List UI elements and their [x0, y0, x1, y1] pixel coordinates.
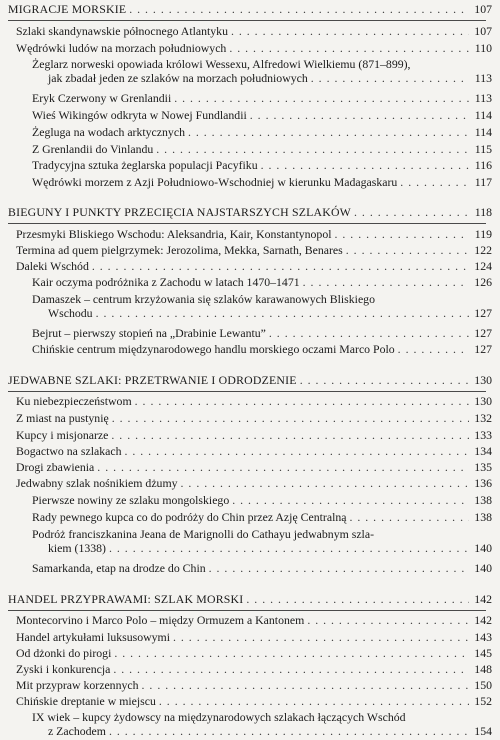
- leader-dots: [159, 694, 469, 708]
- toc-entry: [32, 175, 492, 189]
- entry-title: Termina ad quem pielgrzymek: Jerozolima, Mekka, Sarnath, Benares: [16, 243, 343, 257]
- leader-dots: [349, 510, 469, 524]
- entry-title: Żegluga na wodach arktycznych: [32, 125, 185, 139]
- entry-title: Wędrówki morzem z Azji Południowo-Wschodniej w kierunku Madagaskaru: [32, 175, 398, 189]
- entry-title: Damaszek – centrum krzyżowania się szlaków karawanowych Bliskiego: [32, 292, 375, 306]
- toc-entry: [16, 394, 492, 408]
- entry-title-continued: Wschodu: [48, 306, 93, 320]
- page-number: 134: [474, 444, 492, 458]
- page-number: 154: [474, 724, 492, 738]
- toc-entry: [16, 243, 492, 257]
- entry-title: Wieś Wikingów odkryta w Nowej Fundlandii: [32, 108, 247, 122]
- entry-title: Przesmyki Bliskiego Wschodu: Aleksandria, Kair, Konstantynopol: [16, 227, 332, 241]
- entry-title: Bogactwo na szlakach: [16, 444, 122, 458]
- entry-title: Kupcy i misjonarze: [16, 428, 109, 442]
- entry-title: Od dżonki do pirogi: [16, 646, 112, 660]
- page-number: 107: [474, 2, 492, 16]
- page-number: 114: [474, 108, 492, 122]
- page-number: 145: [474, 646, 492, 660]
- toc-entry: [32, 561, 492, 575]
- page-number: 133: [474, 428, 492, 442]
- leader-dots: [231, 24, 469, 38]
- toc-entry: [32, 57, 492, 85]
- page-number: 140: [474, 541, 492, 555]
- entry-title: Szlaki skandynawskie północnego Atlantyku: [16, 24, 228, 38]
- toc-entry: [16, 41, 492, 55]
- page-number: 110: [474, 41, 492, 55]
- page-number: 117: [474, 175, 492, 189]
- toc-entry: [16, 694, 492, 708]
- entry-title: Samarkanda, etap na drodze do Chin: [32, 561, 206, 575]
- toc-entry: [16, 460, 492, 474]
- section-title: JEDWABNE SZLAKI: PRZETRWANIE I ODRODZENIE: [8, 373, 297, 387]
- toc-entry: [32, 142, 492, 156]
- toc-entry: [16, 678, 492, 692]
- page-number: 140: [474, 561, 492, 575]
- section-divider: [8, 610, 486, 611]
- leader-dots: [181, 476, 469, 490]
- leader-dots: [92, 259, 469, 273]
- section-title: HANDEL PRZYPRAWAMI: SZLAK MORSKI: [8, 592, 244, 606]
- section-title: MIGRACJE MORSKIE: [8, 2, 127, 16]
- page-number: 127: [474, 306, 492, 320]
- page-number: 142: [474, 592, 492, 606]
- page-number: 124: [474, 259, 492, 273]
- leader-dots: [97, 460, 469, 474]
- page-number: 138: [474, 493, 492, 507]
- toc-section-heading: [8, 2, 492, 16]
- toc-section-heading: [8, 592, 492, 606]
- entry-title: Żeglarz norweski opowiada królowi Wessexu, Alfredowi Wielkiemu (871–899),: [32, 57, 411, 71]
- entry-title: Rady pewnego kupca co do podróży do Chin przez Azję Centralną: [32, 510, 347, 524]
- page-number: 113: [474, 91, 492, 105]
- page-number: 148: [474, 662, 492, 676]
- leader-dots: [250, 108, 469, 122]
- entry-title-continued: z Zachodem: [48, 724, 106, 738]
- page-number: 126: [474, 275, 492, 289]
- toc-entry: [32, 527, 492, 555]
- toc-entry: [16, 428, 492, 442]
- page-number: 130: [474, 394, 492, 408]
- section-divider: [8, 223, 486, 224]
- entry-title-continued: kiem (1338): [48, 541, 106, 555]
- entry-title: IX wiek – kupcy żydowscy na międzynarodowych szlakach łączących Wschód: [32, 710, 406, 724]
- leader-dots: [311, 71, 469, 85]
- page-number: 114: [474, 125, 492, 139]
- page-number: 138: [474, 510, 492, 524]
- entry-title: Daleki Wschód: [16, 259, 89, 273]
- leader-dots: [307, 613, 469, 627]
- toc-entry: [16, 444, 492, 458]
- toc-entry: [32, 91, 492, 105]
- leader-dots: [156, 142, 469, 156]
- page-number: 107: [474, 24, 492, 38]
- leader-dots: [112, 411, 469, 425]
- leader-dots: [300, 373, 469, 387]
- toc-entry: [32, 326, 492, 340]
- leader-dots: [232, 493, 469, 507]
- toc-entry: [16, 259, 492, 273]
- toc-entry: [16, 613, 492, 627]
- entry-title: Z Grenlandii do Vinlandu: [32, 142, 154, 156]
- leader-dots: [354, 205, 469, 219]
- page-number: 122: [474, 243, 492, 257]
- leader-dots: [109, 724, 469, 738]
- toc-entry: [16, 662, 492, 676]
- page-number: 116: [474, 158, 492, 172]
- leader-dots: [335, 227, 470, 241]
- leader-dots: [400, 175, 469, 189]
- leader-dots: [346, 243, 469, 257]
- toc-entry: [32, 710, 492, 738]
- entry-title: Wędrówki ludów na morzach południowych: [16, 41, 227, 55]
- page-number: 118: [474, 205, 492, 219]
- entry-title: Zyski i konkurencja: [16, 662, 111, 676]
- leader-dots: [124, 444, 469, 458]
- leader-dots: [173, 630, 469, 644]
- page-number: 130: [474, 373, 492, 387]
- entry-title: Pierwsze nowiny ze szlaku mongolskiego: [32, 493, 230, 507]
- leader-dots: [142, 678, 469, 692]
- leader-dots: [111, 428, 469, 442]
- page-number: 127: [474, 326, 492, 340]
- leader-dots: [135, 394, 469, 408]
- toc-entry: [32, 125, 492, 139]
- entry-title: Mit przypraw korzennych: [16, 678, 139, 692]
- page-number: 152: [474, 694, 492, 708]
- leader-dots: [246, 592, 469, 606]
- leader-dots: [209, 561, 469, 575]
- entry-title: Montecorvino i Marco Polo – między Ormuzem a Kantonem: [16, 613, 305, 627]
- entry-title: Chińskie dreptanie w miejscu: [16, 694, 156, 708]
- section-divider: [8, 20, 486, 21]
- toc-entry: [16, 24, 492, 38]
- toc-entry: [32, 510, 492, 524]
- leader-dots: [114, 646, 469, 660]
- page-number: 142: [474, 613, 492, 627]
- leader-dots: [113, 662, 469, 676]
- leader-dots: [261, 158, 469, 172]
- entry-title: Eryk Czerwony w Grenlandii: [32, 91, 172, 105]
- leader-dots: [109, 541, 469, 555]
- toc-entry: [16, 646, 492, 660]
- entry-title: Chińskie centrum międzynarodowego handlu morskiego oczami Marco Polo: [32, 342, 395, 356]
- section-title: BIEGUNY I PUNKTY PRZECIĘCIA NAJSTARSZYCH SZLAKÓW: [8, 205, 352, 219]
- toc-entry: [16, 411, 492, 425]
- entry-title: Drogi zbawienia: [16, 460, 95, 474]
- toc-entry: [32, 108, 492, 122]
- entry-title: Ku niebezpieczeństwom: [16, 394, 132, 408]
- entry-title: Podróż franciszkanina Jeana de Marignolli do Cathayu jedwabnym szla-: [32, 527, 375, 541]
- entry-title: Z miast na pustynię: [16, 411, 109, 425]
- page-number: 113: [474, 71, 492, 85]
- entry-title: Handel artykułami luksusowymi: [16, 630, 170, 644]
- leader-dots: [129, 2, 469, 16]
- leader-dots: [303, 275, 469, 289]
- toc-section-heading: [8, 205, 492, 219]
- page-number: 115: [474, 142, 492, 156]
- leader-dots: [96, 306, 469, 320]
- toc-entry: [16, 227, 492, 241]
- leader-dots: [398, 342, 469, 356]
- leader-dots: [229, 41, 469, 55]
- toc-entry: [16, 630, 492, 644]
- toc-entry: [32, 275, 492, 289]
- toc-entry: [32, 493, 492, 507]
- page-number: 143: [474, 630, 492, 644]
- page-number: 132: [474, 411, 492, 425]
- toc-entry: [32, 292, 492, 320]
- page-number: 127: [474, 342, 492, 356]
- leader-dots: [174, 91, 469, 105]
- page-number: 119: [474, 227, 492, 241]
- toc-entry: [16, 476, 492, 490]
- page-number: 136: [474, 476, 492, 490]
- toc-entry: [32, 342, 492, 356]
- entry-title: Tradycyjna sztuka żeglarska populacji Pacyfiku: [32, 158, 258, 172]
- toc-section-heading: [8, 373, 492, 387]
- entry-title: Bejrut – pierwszy stopień na „Drabinie Lewantu”: [32, 326, 266, 340]
- entry-title: Jedwabny szlak nośnikiem dżumy: [16, 476, 178, 490]
- leader-dots: [188, 125, 469, 139]
- leader-dots: [269, 326, 469, 340]
- page-number: 150: [474, 678, 492, 692]
- page-number: 135: [474, 460, 492, 474]
- toc-entry: [32, 158, 492, 172]
- section-divider: [8, 391, 486, 392]
- entry-title: Kair oczyma podróżnika z Zachodu w latach 1470–1471: [32, 275, 300, 289]
- entry-title-continued: jak zbadał jeden ze szlaków na morzach południowych: [48, 71, 308, 85]
